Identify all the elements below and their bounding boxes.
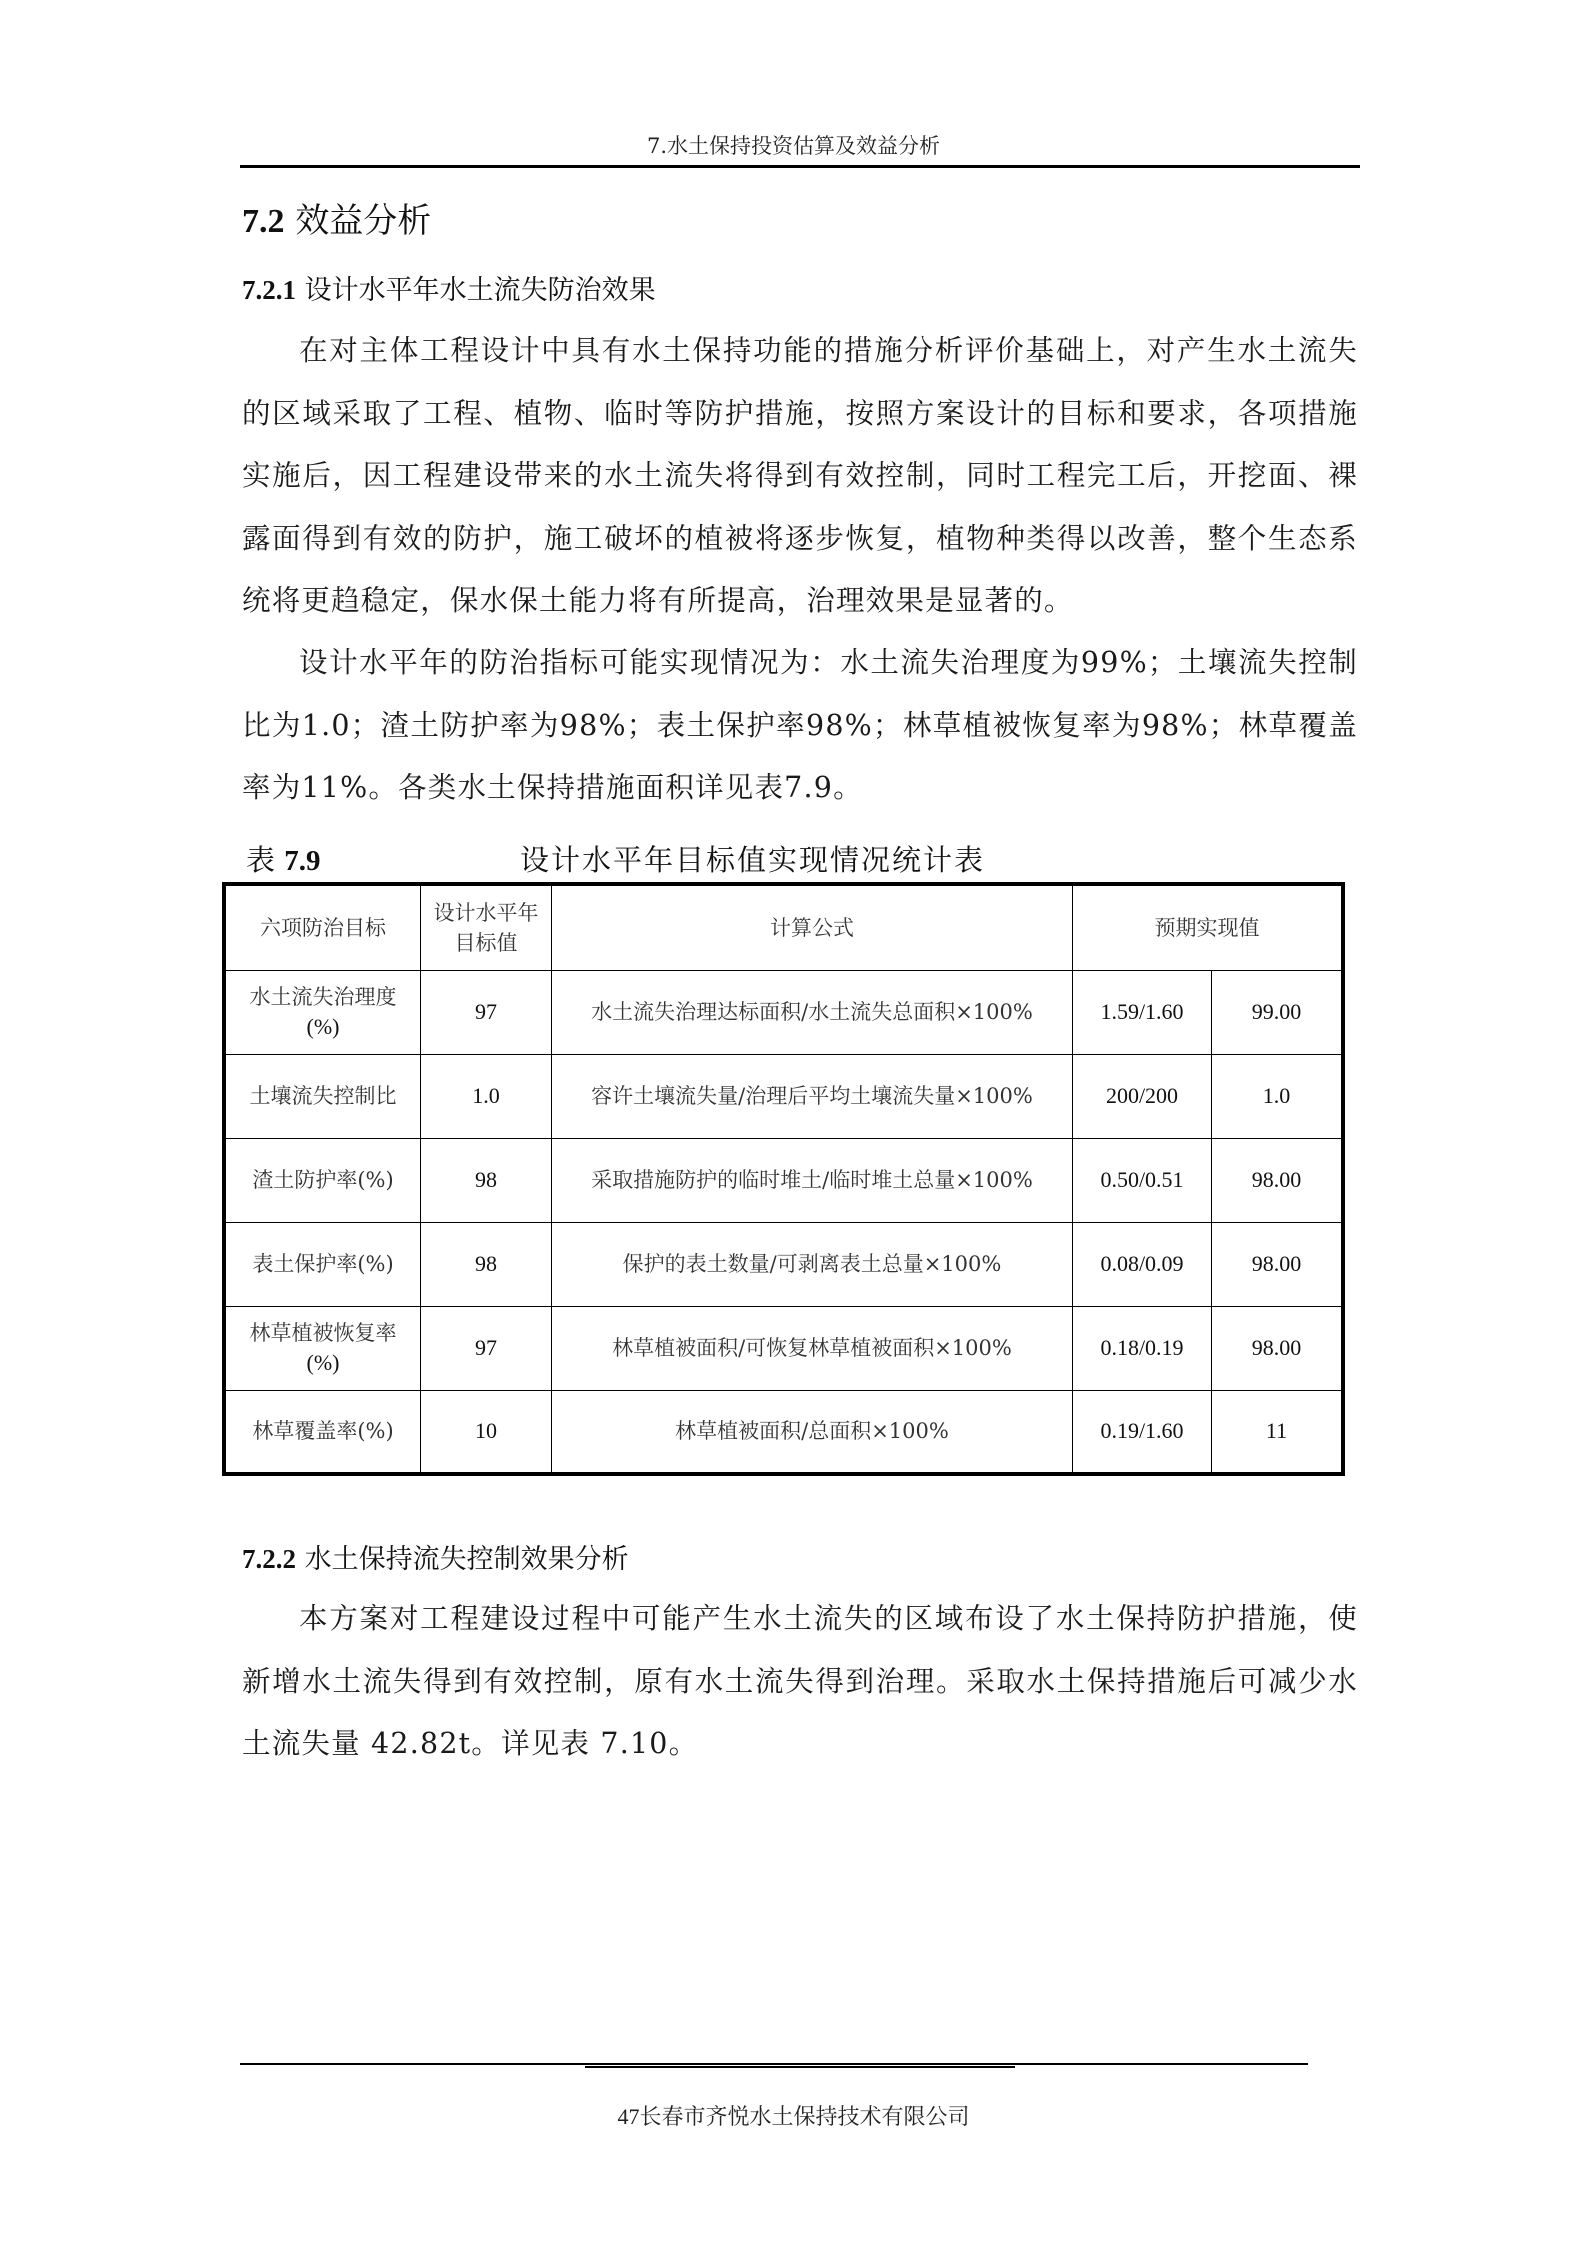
footer-divider [240, 2063, 1308, 2065]
subsection-title: 水土保持流失控制效果分析 [304, 1544, 629, 1575]
goal-line2: (%) [306, 1014, 340, 1039]
goal-cell: 土壤流失控制比 [224, 1054, 421, 1138]
ratio-cell: 200/200 [1073, 1054, 1212, 1138]
table-label-prefix: 表 [246, 843, 276, 877]
section-title: 效益分析 [295, 201, 432, 241]
subsection-number: 7.2.1 [242, 275, 296, 305]
table-label-number: 7.9 [284, 845, 321, 877]
paragraph: 在对主体工程设计中具有水土保持功能的措施分析评价基础上，对产生水土流失的区域采取了工程、植物、临时等防护措施，按照方案设计的目标和要求，各项措施实施后，因工程建设带来的水土流失将得到有效控制，同时工程完工后，开挖面、裸露面得到有效的防护，施工破坏的植被将逐步恢复，植物种类得以改善，整个生态系统将更趋稳定，保水保土能力将有所提高，治理效果是显著的。 [242, 334, 1358, 617]
table-label [246, 838, 320, 879]
formula-cell: 保护的表土数量/可剥离表土总量×100% [552, 1222, 1073, 1306]
running-header: 7.水土保持投资估算及效益分析 [646, 134, 941, 158]
table-row [224, 1138, 1343, 1222]
value-cell: 1.0 [1212, 1054, 1344, 1138]
value-cell: 98.00 [1212, 1306, 1344, 1390]
footer-divider-short [585, 2066, 1015, 2068]
header-goal: 六项防治目标 [224, 884, 421, 970]
value-cell: 99.00 [1212, 970, 1344, 1054]
table-row [224, 1306, 1343, 1390]
paragraph-block-1 [242, 320, 1358, 633]
table-row [224, 1054, 1343, 1138]
target-cell: 97 [421, 1306, 552, 1390]
value-cell: 98.00 [1212, 1222, 1344, 1306]
table-row [224, 970, 1343, 1054]
ratio-cell: 0.50/0.51 [1073, 1138, 1212, 1222]
goal-cell: 林草覆盖率(%) [224, 1390, 421, 1474]
value-cell: 11 [1212, 1390, 1344, 1474]
table-header-row [224, 884, 1343, 970]
target-values-table [222, 882, 1345, 1476]
formula-cell: 容许土壤流失量/治理后平均土壤流失量×100% [552, 1054, 1073, 1138]
formula-cell: 林草植被面积/可恢复林草植被面积×100% [552, 1306, 1073, 1390]
goal-cell [224, 1306, 421, 1390]
page-number: 47 [617, 2104, 640, 2129]
header-expected: 预期实现值 [1073, 884, 1344, 970]
target-cell: 1.0 [421, 1054, 552, 1138]
paragraph: 设计水平年的防治指标可能实现情况为：水土流失治理度为99%；土壤流失控制比为1.0；渣土防护率为98%；表土保护率98%；林草植被恢复率为98%；林草覆盖率为11%。各类水土保持措施面积详见表7.9。 [242, 646, 1358, 804]
target-cell: 98 [421, 1222, 552, 1306]
company-name: 长春市齐悦水土保持技术有限公司 [639, 2105, 970, 2130]
formula-cell: 水土流失治理达标面积/水土流失总面积×100% [552, 970, 1073, 1054]
table-row [224, 1222, 1343, 1306]
header-target-line2: 目标值 [454, 930, 518, 955]
goal-cell: 表土保护率(%) [224, 1222, 421, 1306]
subsection-heading-1 [242, 268, 656, 307]
paragraph-block-2 [242, 632, 1358, 820]
header-divider [240, 165, 1360, 168]
ratio-cell: 1.59/1.60 [1073, 970, 1212, 1054]
formula-cell: 林草植被面积/总面积×100% [552, 1390, 1073, 1474]
ratio-cell: 0.19/1.60 [1073, 1390, 1212, 1474]
page-footer [0, 2100, 1587, 2131]
goal-line2: (%) [306, 1350, 340, 1375]
value-cell: 98.00 [1212, 1138, 1344, 1222]
paragraph-block-3 [242, 1588, 1358, 1776]
section-heading [242, 193, 431, 242]
ratio-cell: 0.18/0.19 [1073, 1306, 1212, 1390]
header-target-line1: 设计水平年 [433, 900, 539, 925]
subsection-heading-2 [242, 1537, 629, 1576]
header-formula: 计算公式 [552, 884, 1073, 970]
ratio-cell: 0.08/0.09 [1073, 1222, 1212, 1306]
target-cell: 10 [421, 1390, 552, 1474]
table-row [224, 1390, 1343, 1474]
header-target [421, 884, 552, 970]
section-number: 7.2 [242, 203, 285, 240]
target-cell: 98 [421, 1138, 552, 1222]
formula-cell: 采取措施防护的临时堆土/临时堆土总量×100% [552, 1138, 1073, 1222]
subsection-number: 7.2.2 [242, 1544, 296, 1574]
paragraph: 本方案对工程建设过程中可能产生水土流失的区域布设了水土保持防护措施，使新增水土流失得到有效控制，原有水土流失得到治理。采取水土保持措施后可减少水土流失量 42.82t。详见表 7.10。 [242, 1602, 1358, 1760]
subsection-title: 设计水平年水土流失防治效果 [304, 275, 656, 306]
goal-line1: 林草植被恢复率 [249, 1321, 397, 1345]
target-cell: 97 [421, 970, 552, 1054]
goal-line1: 水土流失治理度 [249, 985, 397, 1009]
table-title: 设计水平年目标值实现情况统计表 [520, 843, 986, 877]
goal-cell [224, 970, 421, 1054]
goal-cell: 渣土防护率(%) [224, 1138, 421, 1222]
